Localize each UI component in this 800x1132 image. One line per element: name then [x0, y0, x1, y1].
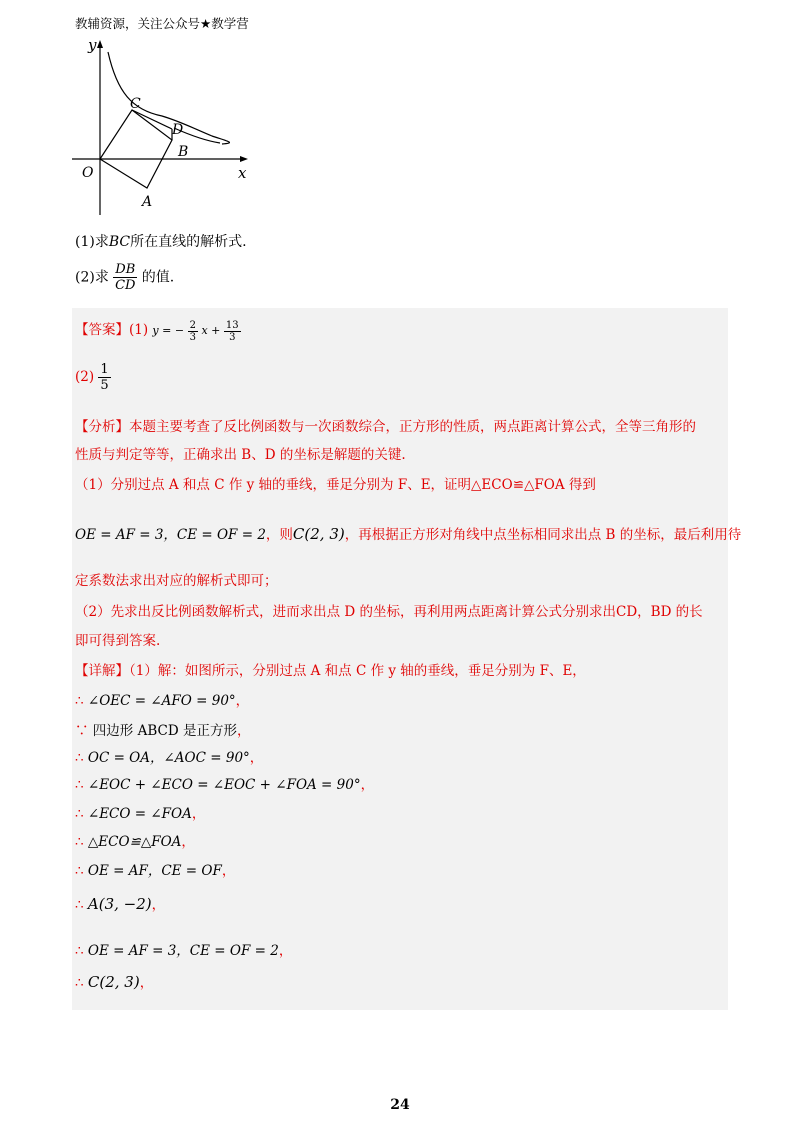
- step-4-symbol: ∴: [75, 777, 84, 793]
- answer-1-frac-1-den: 3: [189, 331, 196, 343]
- page-number: 24: [390, 1097, 410, 1113]
- q2-fraction: [113, 262, 137, 293]
- answer-1-frac-2-den: 3: [229, 331, 236, 343]
- step-9: [75, 939, 292, 959]
- step-2-symbol: ∵: [75, 723, 89, 739]
- x-axis-arrow: [240, 156, 248, 162]
- label-d: D: [172, 122, 184, 138]
- analysis-line-2: 性质与判定等等，正确求出 B、D 的坐标是解题的关键.: [75, 447, 406, 463]
- step-3: [75, 746, 263, 766]
- label-x: x: [238, 164, 247, 182]
- step-4: [75, 773, 374, 793]
- detail-label: 【详解】: [75, 663, 129, 679]
- step-7-math: OE = AF，CE = OF: [87, 863, 222, 879]
- step-2: [75, 719, 250, 739]
- answer-line-1: [75, 318, 241, 343]
- step-6: [75, 830, 195, 850]
- page-header: 教辅资源，关注公众号★教学营: [75, 16, 249, 31]
- step-4-end: ，: [360, 777, 375, 793]
- detail-line-1: [75, 659, 586, 679]
- answer-1-frac-1: [188, 320, 198, 343]
- analysis-4-rest: ，再根据正方形对角线中点坐标相同求出点 B 的坐标，最后利用待: [344, 527, 742, 543]
- answer-1-prefix: (1): [129, 322, 149, 338]
- step-7-symbol: ∴: [75, 863, 84, 879]
- q1-prefix: (1)求: [75, 234, 109, 250]
- q2-prefix: (2)求: [75, 269, 109, 286]
- answer-1-plus: +: [211, 324, 221, 337]
- step-9-symbol: ∴: [75, 943, 84, 959]
- step-10-math: C(2, 3): [87, 973, 140, 991]
- step-5-end: ，: [191, 806, 206, 822]
- analysis-label: 【分析】: [75, 419, 129, 435]
- step-8: [75, 893, 165, 913]
- step-1-symbol: ∴: [75, 693, 84, 709]
- label-a: A: [142, 194, 153, 210]
- step-8-math: A(3, −2): [87, 895, 152, 913]
- q2-suffix: 的值.: [141, 269, 175, 286]
- analysis-line-1: [75, 415, 696, 435]
- analysis-line-3: （1）分别过点 A 和点 C 作 y 轴的垂线，垂足分别为 F、E，证明△ECO≌△FOA 得到: [75, 477, 596, 493]
- answer-1-expression: [152, 319, 240, 343]
- analysis-4-then: ，则: [265, 527, 293, 543]
- coordinate-figure: [62, 32, 262, 222]
- y-axis-arrow: [97, 40, 103, 48]
- answer-2-den: 5: [100, 378, 109, 393]
- step-1-math: ∠OEC = ∠AFO = 90°: [87, 693, 236, 709]
- step-3-math: OC = OA，∠AOC = 90°: [87, 750, 250, 766]
- square-oabc: [100, 110, 172, 188]
- step-8-end: ，: [151, 897, 166, 913]
- answer-2-prefix: (2): [75, 369, 95, 385]
- step-5: [75, 802, 205, 822]
- step-10: [75, 971, 153, 991]
- label-o: O: [82, 165, 94, 181]
- step-3-end: ，: [249, 750, 264, 766]
- step-10-end: ，: [139, 975, 154, 991]
- answer-1-x: x: [201, 324, 208, 337]
- label-b: B: [178, 144, 189, 160]
- answer-1-frac-1-num: 2: [189, 319, 196, 331]
- question-1: [75, 231, 247, 251]
- answer-label: 【答案】: [75, 322, 129, 338]
- answer-2-fraction: [98, 362, 110, 393]
- analysis-line-7: 即可得到答案.: [75, 633, 161, 649]
- analysis-4-point: C(2, 3): [292, 525, 345, 543]
- q2-fraction-num: DB: [115, 262, 136, 277]
- step-9-end: ，: [278, 943, 293, 959]
- step-7-end: ，: [221, 863, 236, 879]
- hyperbola-curve: [108, 52, 229, 144]
- step-3-symbol: ∴: [75, 750, 84, 766]
- analysis-text-1: 本题主要考查了反比例函数与一次函数综合，正方形的性质，两点距离计算公式，全等三角形的: [129, 419, 696, 435]
- answer-1-minus: −: [174, 324, 185, 337]
- step-2-end: ，: [236, 723, 251, 739]
- q2-fraction-den: CD: [115, 278, 136, 293]
- answer-1-frac-2-num: 13: [225, 319, 239, 331]
- label-y: y: [88, 36, 97, 54]
- answer-line-2: [75, 362, 111, 393]
- step-6-symbol: ∴: [75, 834, 84, 850]
- analysis-line-4: [75, 523, 741, 543]
- step-6-math: △ECO≌△FOA: [87, 834, 182, 850]
- detail-text-1: （1）解：如图所示，分别过点 A 和点 C 作 y 轴的垂线，垂足分别为 F、E，: [129, 663, 586, 679]
- answer-1-y: y: [152, 324, 159, 337]
- analysis-line-5: 定系数法求出对应的解析式即可；: [75, 573, 278, 589]
- analysis-4-math: OE = AF = 3，CE = OF = 2: [75, 527, 266, 543]
- step-2-math: 四边形 ABCD 是正方形: [92, 723, 237, 739]
- step-6-end: ，: [181, 834, 195, 850]
- answer-1-eq: =: [162, 324, 172, 337]
- q1-suffix: 所在直线的解析式.: [130, 234, 247, 250]
- step-1: [75, 689, 249, 709]
- step-4-math: ∠EOC + ∠ECO = ∠EOC + ∠FOA = 90°: [87, 777, 361, 793]
- step-9-math: OE = AF = 3，CE = OF = 2: [87, 943, 279, 959]
- answer-1-frac-2: [224, 320, 241, 343]
- question-2: [75, 262, 174, 293]
- analysis-line-6: （2）先求出反比例函数解析式，进而求出点 D 的坐标，再利用两点距离计算公式分别求出CD，BD 的长: [75, 604, 703, 620]
- answer-2-num: 1: [100, 362, 109, 377]
- label-c: C: [130, 96, 141, 112]
- step-10-symbol: ∴: [75, 975, 84, 991]
- step-8-symbol: ∴: [75, 897, 84, 913]
- step-5-math: ∠ECO = ∠FOA: [87, 806, 192, 822]
- step-1-end: ，: [235, 693, 250, 709]
- step-5-symbol: ∴: [75, 806, 84, 822]
- step-7: [75, 859, 235, 879]
- q1-bc: BC: [108, 234, 131, 250]
